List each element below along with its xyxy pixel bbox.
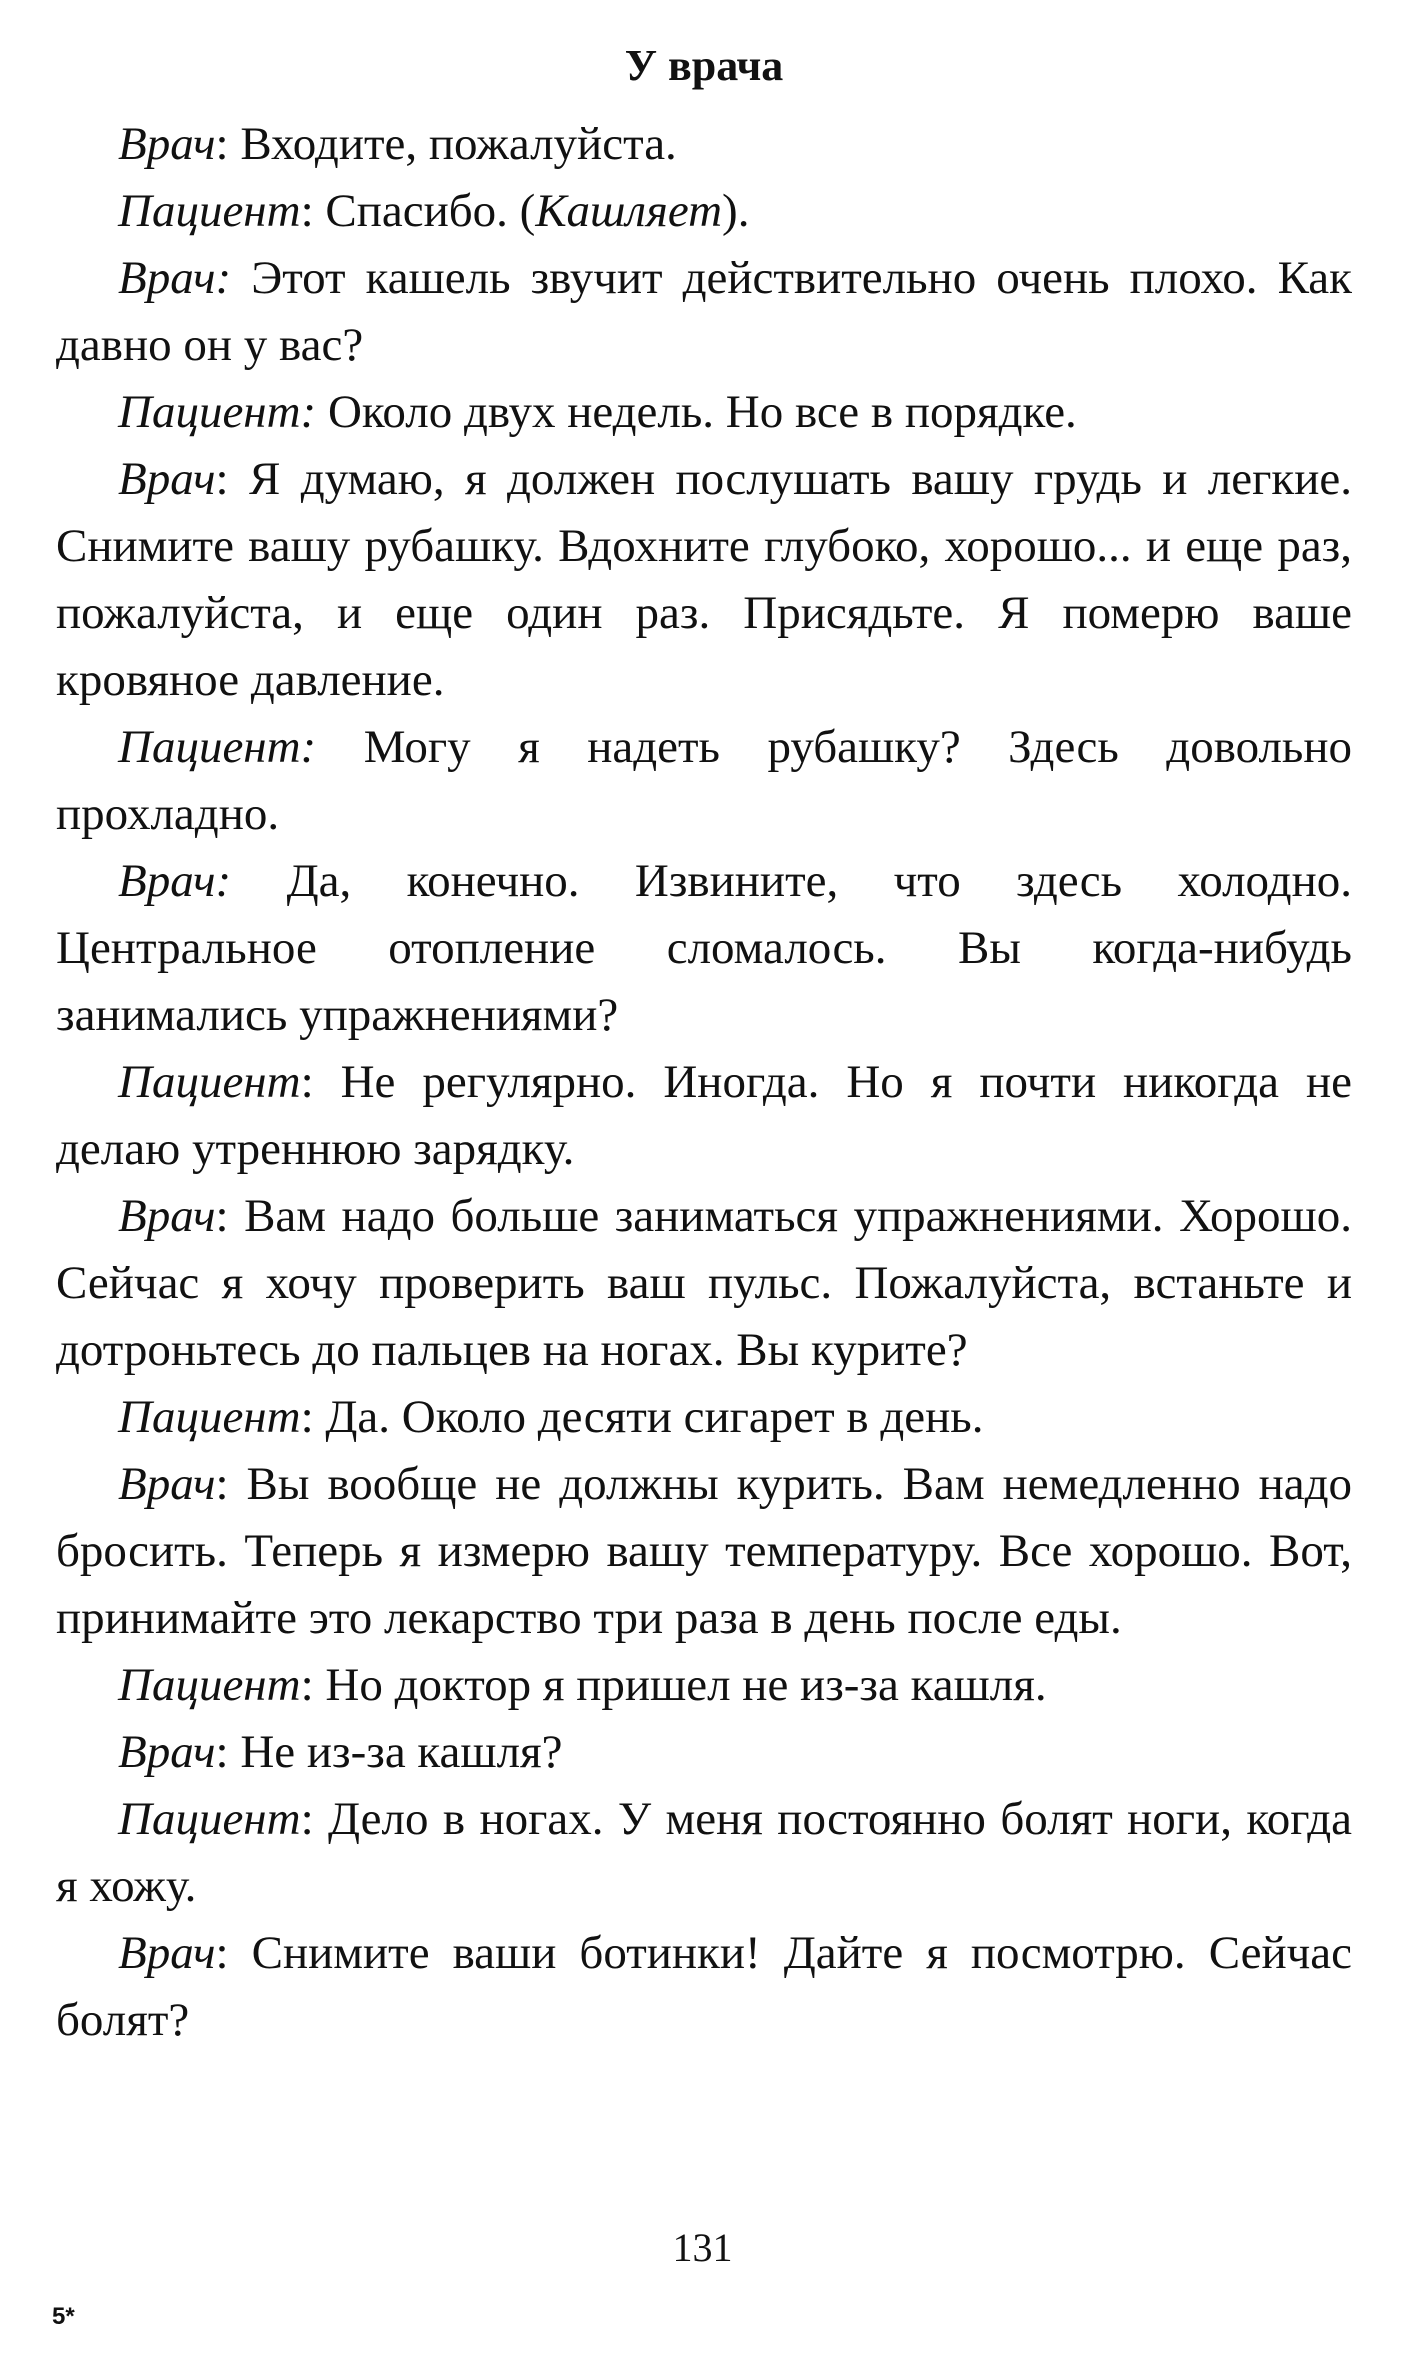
speaker-label: Врач: xyxy=(118,251,232,304)
speaker-separator: : xyxy=(300,184,314,237)
speaker-label: Пациент xyxy=(118,184,301,237)
line-text: Снимите ваши ботинки! Дайте я посмотрю. Сейчас болят? xyxy=(56,1926,1352,2046)
line-text: Дело в ногах. У меня постоянно болят ноги, когда я хожу. xyxy=(56,1792,1352,1912)
speaker-separator: : xyxy=(215,1457,229,1510)
line-text: Я думаю, я должен послушать вашу грудь и легкие. Снимите вашу рубашку. Вдохните глубоко, хорошо... и еще раз, пожалуйста, и еще один раз. Присядьте. Я померю ваше кровяное давление. xyxy=(56,452,1352,706)
line-text: Около двух недель. Но все в порядке. xyxy=(316,385,1077,438)
line-text: Спасибо. ( xyxy=(313,184,536,237)
speaker-separator: : xyxy=(300,1792,314,1845)
dialogue-line xyxy=(56,1786,1352,1920)
dialogue-line xyxy=(56,1384,1352,1451)
dialogue xyxy=(56,111,1352,2054)
line-text: Не регулярно. Иногда. Но я почти никогда не делаю утреннюю зарядку. xyxy=(56,1055,1352,1175)
speaker-separator: : xyxy=(215,117,229,170)
dialogue-line xyxy=(56,379,1352,446)
line-text: Вы вообще не должны курить. Вам немедленно надо бросить. Теперь я измерю вашу температуру. Все хорошо. Вот, принимайте это лекарство три раза в день после еды. xyxy=(56,1457,1352,1644)
printer-signature-mark: 5* xyxy=(52,2303,75,2330)
speaker-separator: : xyxy=(215,452,229,505)
speaker-separator: : xyxy=(215,1189,229,1242)
speaker-label: Пациент xyxy=(118,1658,301,1711)
speaker-label: Пациент xyxy=(118,1390,301,1443)
speaker-separator: : xyxy=(215,1926,229,1979)
speaker-label: Пациент xyxy=(118,1792,301,1845)
dialogue-line xyxy=(56,1719,1352,1786)
speaker-separator: : xyxy=(300,1055,314,1108)
dialogue-line xyxy=(56,178,1352,245)
line-text: Вам надо больше заниматься упражнениями. Хорошо. Сейчас я хочу проверить ваш пульс. Пожалуйста, встаньте и дотроньтесь до пальцев на ногах. Вы курите? xyxy=(56,1189,1352,1376)
line-text: Но доктор я пришел не из-за кашля. xyxy=(313,1658,1047,1711)
speaker-separator: : xyxy=(300,1390,314,1443)
speaker-label: Пациент: xyxy=(118,385,317,438)
speaker-label: Врач: xyxy=(118,854,232,907)
speaker-label: Врач xyxy=(118,1725,216,1778)
dialogue-line xyxy=(56,848,1352,1049)
speaker-label: Пациент xyxy=(118,1055,301,1108)
dialogue-line xyxy=(56,1652,1352,1719)
dialogue-line xyxy=(56,1049,1352,1183)
speaker-separator: : xyxy=(300,1658,314,1711)
line-text: Входите, пожалуйста. xyxy=(228,117,677,170)
book-page xyxy=(56,40,1352,2054)
page-number: 131 xyxy=(672,2225,733,2270)
dialogue-line xyxy=(56,111,1352,178)
page-title: У врача xyxy=(624,41,784,90)
line-text-end: ). xyxy=(722,184,750,237)
speaker-label: Пациент: xyxy=(118,720,317,773)
dialogue-line xyxy=(56,714,1352,848)
line-text: Да. Около десяти сигарет в день. xyxy=(313,1390,984,1443)
dialogue-line xyxy=(56,1920,1352,2054)
speaker-label: Врач xyxy=(118,1189,216,1242)
line-text: Могу я надеть рубашку? Здесь довольно прохладно. xyxy=(56,720,1352,840)
speaker-label: Врач xyxy=(118,1926,216,1979)
line-text: Не из-за кашля? xyxy=(228,1725,563,1778)
speaker-label: Врач xyxy=(118,452,216,505)
dialogue-line xyxy=(56,1183,1352,1384)
stage-direction: Кашляет xyxy=(535,184,723,237)
speaker-separator: : xyxy=(215,1725,229,1778)
dialogue-line xyxy=(56,245,1352,379)
line-text: Да, конечно. Извините, что здесь холодно. Центральное отопление сломалось. Вы когда-нибудь занимались упражнениями? xyxy=(56,854,1352,1041)
dialogue-line xyxy=(56,1451,1352,1652)
speaker-label: Врач xyxy=(118,117,216,170)
speaker-label: Врач xyxy=(118,1457,216,1510)
dialogue-line xyxy=(56,446,1352,714)
line-text: Этот кашель звучит действительно очень плохо. Как давно он у вас? xyxy=(56,251,1352,371)
